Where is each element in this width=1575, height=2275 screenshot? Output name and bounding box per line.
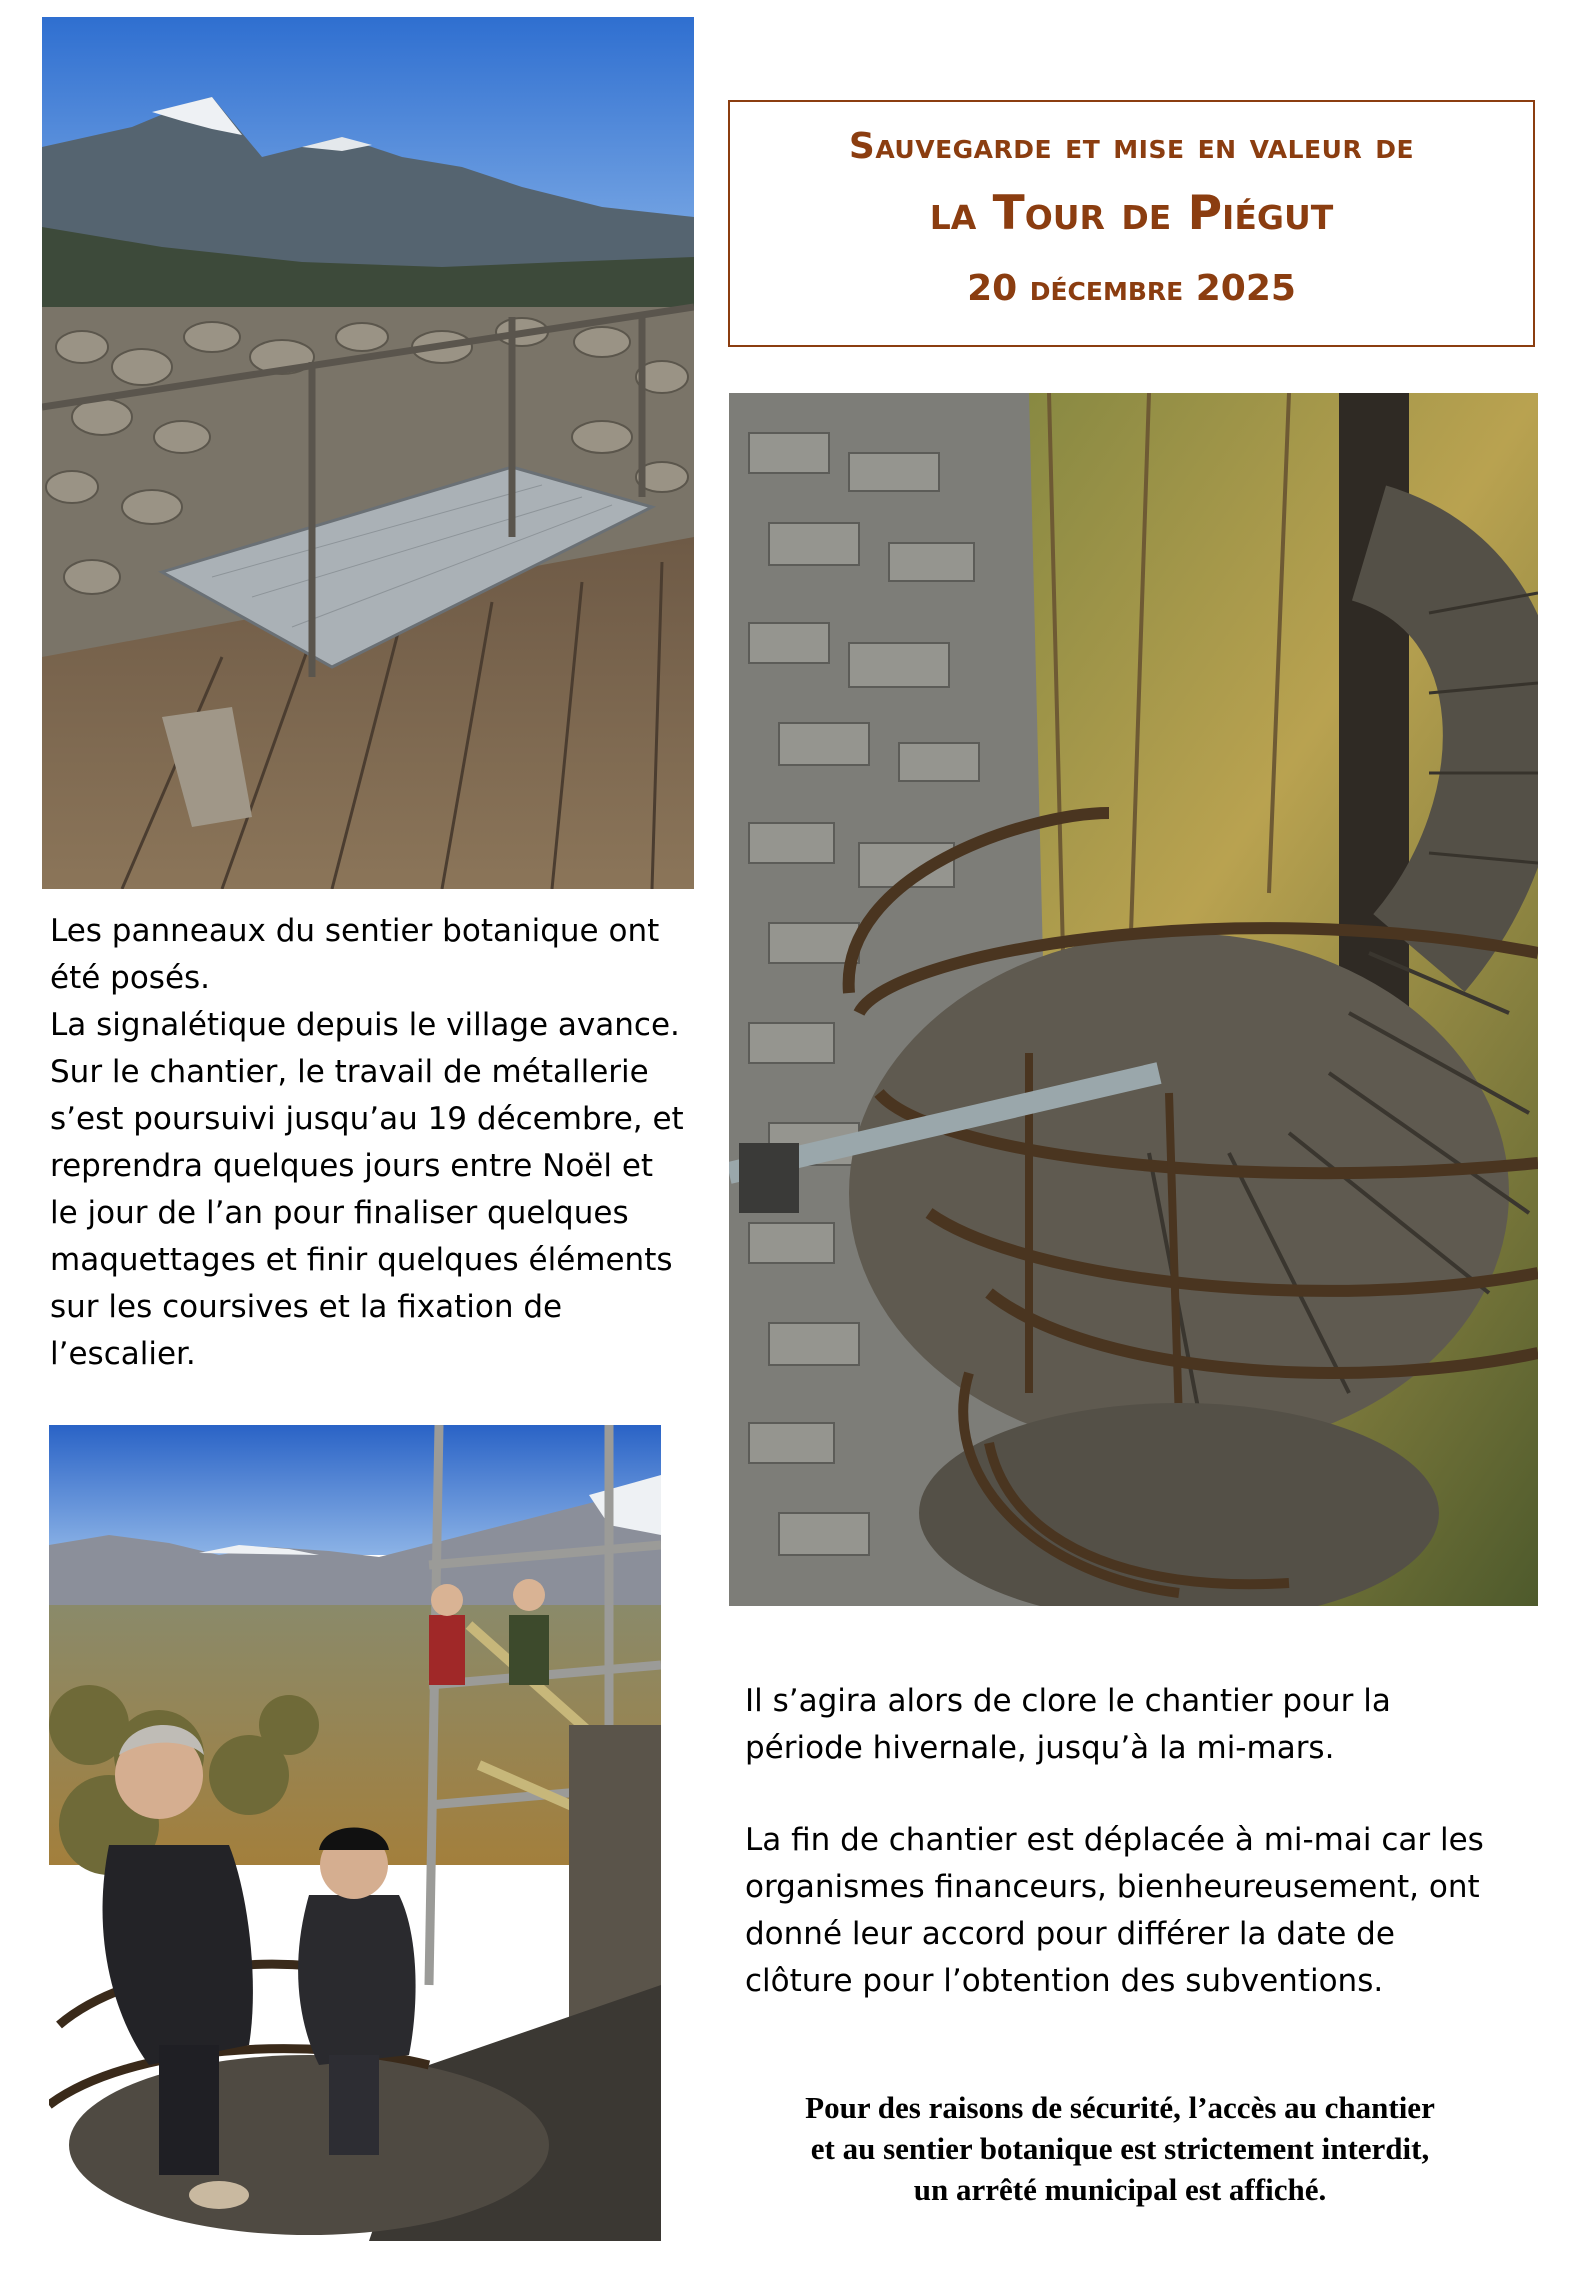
- deadline-paragraph: La fin de chantier est déplacée à mi-mai car les organismes financeurs, bienheureusement, ont donné leur accord pour différer la date de clôture pour l’obtention des subventions.: [745, 1822, 1484, 1999]
- paragraph-line-2: La signalétique depuis le village avance.: [50, 1007, 680, 1043]
- title-date: 20 décembre 2025: [967, 268, 1296, 309]
- title-box: [728, 100, 1535, 347]
- safety-notice: [680, 2087, 1560, 2210]
- paragraph-line-1: Les panneaux du sentier botanique ont été posés.: [50, 913, 660, 996]
- notice-line-2: et au sentier botanique est strictement interdit,: [810, 2131, 1430, 2166]
- page-title: la Tour de Piégut: [929, 186, 1334, 241]
- notice-line-1: Pour des raisons de sécurité, l’accès au chantier: [805, 2090, 1435, 2125]
- left-paragraph: [50, 908, 690, 1378]
- paragraph-line-3: Sur le chantier, le travail de métallerie s’est poursuivi jusqu’au 19 décembre, et reprendra quelques jours entre Noël et le jour de l’an pour finaliser quelques maquettages et finir quelques éléments sur les coursives et la fixation de l’escalier.: [50, 1054, 684, 1372]
- mountain-terrace-photo: [42, 17, 694, 889]
- title-line-1: Sauvegarde et mise en valeur de: [848, 126, 1415, 167]
- closing-paragraph: Il s’agira alors de clore le chantier pour la période hivernale, jusqu’à la mi-mars.: [745, 1683, 1391, 1766]
- people-on-staircase-photo: [49, 1425, 661, 2241]
- right-paragraph: [745, 1678, 1505, 2005]
- spiral-staircase-photo: [729, 393, 1538, 1606]
- notice-line-3: un arrêté municipal est affiché.: [913, 2172, 1327, 2207]
